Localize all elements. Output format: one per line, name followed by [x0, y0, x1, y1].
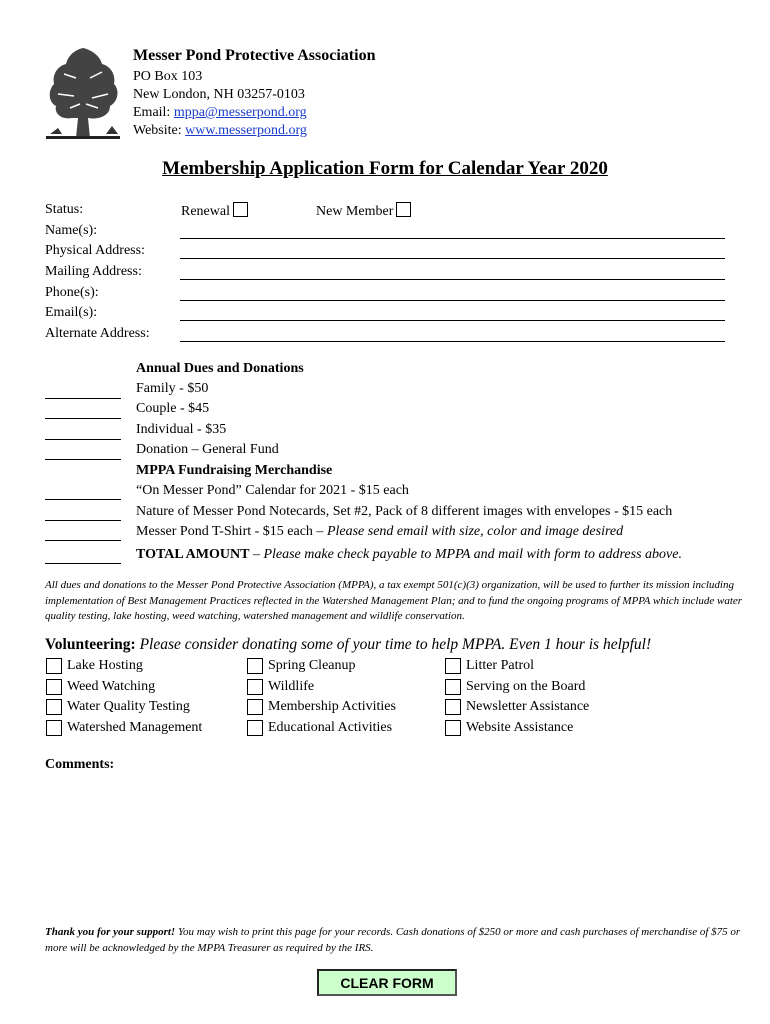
volunteer-option[interactable]: Spring Cleanup	[247, 656, 396, 677]
volunteering-heading	[45, 636, 651, 654]
website-link[interactable]: www.messerpond.org	[185, 123, 307, 138]
tree-logo	[44, 44, 122, 142]
comments-label: Comments:	[45, 757, 115, 772]
new-member-label: New Member	[316, 204, 394, 219]
physical-address-field[interactable]	[180, 258, 725, 259]
phones-label: Phone(s):	[45, 285, 99, 300]
disclaimer: All dues and donations to the Messer Pond Protective Association (MPPA), a tax exempt 501(c)(3) organization, will be used to further its mission including implementation of Best Management Practices reflected in the Watershed Management Plan; and to fund the ongoing programs of MPPA which include water quality testing, lake hosting, weed watching, watershed management and wildlife conservation.	[45, 579, 743, 622]
volunteer-option[interactable]: Litter Patrol	[445, 656, 589, 677]
email-link[interactable]: mppa@messerpond.org	[173, 105, 307, 120]
volunteer-checkbox[interactable]	[46, 658, 62, 674]
volunteer-checkbox[interactable]	[445, 679, 461, 695]
thanks-text: You may wish to print this page for your records. Cash donations of $250 or more and cash purchases of merchandise of $75 or more will be acknowledged by the MPPA Treasurer as required by the IRS.	[45, 926, 741, 954]
renewal-checkbox[interactable]	[233, 202, 248, 217]
volunteering-label: Volunteering:	[45, 636, 136, 653]
volunteer-checkbox[interactable]	[247, 658, 263, 674]
physical-address-label: Physical Address:	[45, 243, 145, 258]
volunteer-checkbox[interactable]	[46, 720, 62, 736]
notecards-item: Nature of Messer Pond Notecards, Set #2, Pack of 8 different images with envelopes - $15 each	[136, 504, 673, 519]
renewal-option	[181, 202, 248, 220]
volunteer-checkbox[interactable]	[247, 720, 263, 736]
names-label: Name(s):	[45, 223, 98, 238]
dues-heading: Annual Dues and Donations	[136, 361, 304, 376]
volunteer-checkbox[interactable]	[247, 679, 263, 695]
thanks-note	[45, 925, 745, 956]
couple-dues: Couple - $45	[136, 401, 210, 416]
po-box: PO Box 103	[133, 69, 203, 84]
website-label: Website:	[133, 123, 186, 138]
volunteer-checkbox[interactable]	[46, 679, 62, 695]
total-amount-field[interactable]	[45, 563, 121, 564]
status-label: Status:	[45, 202, 84, 217]
email-line	[133, 104, 307, 122]
tshirt-note: Please send email with size, color and image desired	[326, 524, 624, 539]
clear-form-button[interactable]: CLEAR FORM	[317, 969, 457, 996]
calendar-amount-field[interactable]	[45, 499, 121, 500]
volunteer-checkbox[interactable]	[445, 658, 461, 674]
phones-field[interactable]	[180, 300, 725, 301]
donation-amount-field[interactable]	[45, 459, 121, 460]
comments-field[interactable]	[45, 778, 725, 908]
renewal-label: Renewal	[181, 204, 230, 219]
individual-dues: Individual - $35	[136, 422, 227, 437]
emails-label: Email(s):	[45, 305, 98, 320]
couple-amount-field[interactable]	[45, 418, 121, 419]
new-member-checkbox[interactable]	[396, 202, 411, 217]
tshirt-item: Messer Pond T-Shirt - $15 each – Please send email with size, color and image desired	[136, 524, 624, 539]
volunteer-option[interactable]: Membership Activities	[247, 697, 396, 718]
city-line: New London, NH 03257-0103	[133, 87, 305, 102]
volunteer-option[interactable]: Serving on the Board	[445, 677, 589, 698]
volunteer-option[interactable]: Educational Activities	[247, 718, 396, 739]
volunteer-option[interactable]: Water Quality Testing	[46, 697, 202, 718]
volunteer-column-1	[46, 656, 202, 738]
names-field[interactable]	[180, 238, 725, 239]
volunteer-checkbox[interactable]	[445, 699, 461, 715]
tshirt-amount-field[interactable]	[45, 540, 121, 541]
website-line	[133, 122, 307, 140]
emails-field[interactable]	[180, 320, 725, 321]
total-note: – Please make check payable to MPPA and mail with form to address above.	[249, 547, 682, 562]
volunteer-option[interactable]: Newsletter Assistance	[445, 697, 589, 718]
calendar-item: “On Messer Pond” Calendar for 2021 - $15 each	[136, 483, 409, 498]
volunteer-option[interactable]: Watershed Management	[46, 718, 202, 739]
family-amount-field[interactable]	[45, 398, 121, 399]
email-label: Email:	[133, 105, 174, 120]
total-amount	[136, 547, 682, 563]
volunteer-checkbox[interactable]	[46, 699, 62, 715]
thanks-bold: Thank you for your support!	[45, 926, 176, 938]
alternate-address-field[interactable]	[180, 341, 725, 342]
volunteer-option[interactable]: Website Assistance	[445, 718, 589, 739]
volunteer-checkbox[interactable]	[247, 699, 263, 715]
volunteering-prompt: Please consider donating some of your time to help MPPA. Even 1 hour is helpful!	[135, 636, 652, 653]
individual-amount-field[interactable]	[45, 439, 121, 440]
alternate-address-label: Alternate Address:	[45, 326, 150, 341]
total-label: TOTAL AMOUNT	[136, 547, 250, 562]
new-member-option	[316, 202, 411, 220]
volunteer-option[interactable]: Lake Hosting	[46, 656, 202, 677]
mailing-address-field[interactable]	[180, 279, 725, 280]
volunteer-column-3	[445, 656, 589, 738]
volunteer-option[interactable]: Wildlife	[247, 677, 396, 698]
form-title: Membership Application Form for Calendar Year 2020	[162, 158, 608, 179]
donation-general: Donation – General Fund	[136, 442, 279, 457]
volunteer-option[interactable]: Weed Watching	[46, 677, 202, 698]
volunteer-column-2	[247, 656, 396, 738]
merch-heading: MPPA Fundraising Merchandise	[136, 463, 333, 478]
notecards-amount-field[interactable]	[45, 520, 121, 521]
volunteer-checkbox[interactable]	[445, 720, 461, 736]
mailing-address-label: Mailing Address:	[45, 264, 142, 279]
family-dues: Family - $50	[136, 381, 209, 396]
org-name: Messer Pond Protective Association	[133, 47, 376, 64]
